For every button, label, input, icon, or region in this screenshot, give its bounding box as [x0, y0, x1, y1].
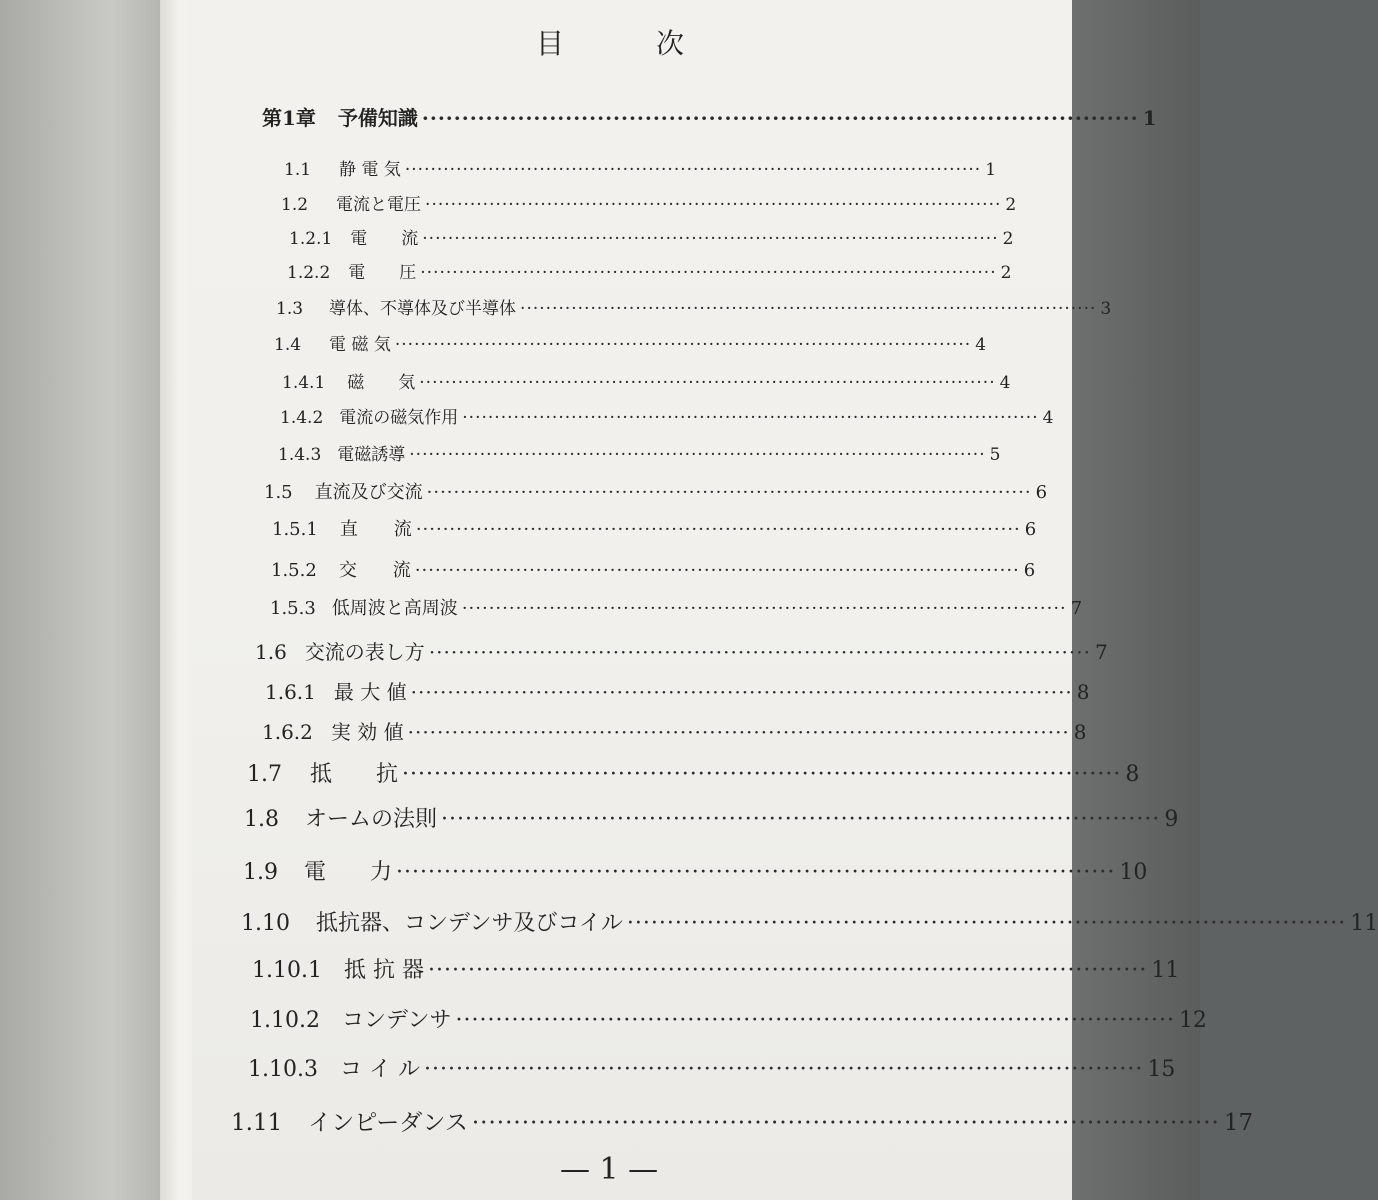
- toc-page-number: 10: [1119, 860, 1148, 885]
- dot-leader: ··························································································: [407, 720, 1070, 744]
- dot-leader: ··························································································: [428, 640, 1091, 664]
- dot-leader: ··························································································: [420, 263, 997, 283]
- dot-leader: ··························································································: [414, 560, 1020, 581]
- toc-number: 1.4: [274, 335, 302, 355]
- dot-leader: ··························································································: [425, 195, 1002, 215]
- toc-number: 1.10: [241, 911, 290, 936]
- dot-leader: ··························································································: [419, 373, 996, 393]
- toc-number: 1.11: [231, 1110, 283, 1136]
- toc-number: 1.9: [243, 860, 278, 885]
- toc-number: 1.3: [276, 299, 304, 319]
- toc-page-number: 8: [1073, 720, 1087, 744]
- toc-entry: [264, 478, 1048, 504]
- toc-number: 1.8: [244, 807, 279, 832]
- dot-leader: ··························································································: [409, 445, 986, 465]
- toc-label: 実 効 値: [330, 720, 404, 744]
- dot-leader: ··························································································: [427, 958, 1148, 983]
- toc-number: 1.5.2: [271, 560, 317, 581]
- toc-label: 抵 抗: [310, 762, 399, 787]
- toc-label: 電 磁 気: [329, 335, 391, 355]
- toc-entry: [289, 224, 1014, 249]
- toc-label: コンデンサ: [341, 1008, 452, 1033]
- toc-page-number: 8: [1125, 762, 1140, 787]
- toc-entry: [287, 258, 1012, 283]
- toc-entry: [274, 330, 987, 355]
- toc-entry: [272, 515, 1037, 541]
- toc-entry: [250, 1003, 1207, 1034]
- toc-page-number: 7: [1070, 598, 1083, 619]
- toc-title: [536, 22, 686, 62]
- toc-label: 電流と電圧: [336, 195, 422, 215]
- toc-entry: [262, 716, 1087, 745]
- dot-leader: ··························································································: [396, 860, 1116, 885]
- toc-number: 1.4.1: [282, 373, 326, 393]
- toc-entry: [231, 1104, 1254, 1137]
- toc-number: 1.6.1: [265, 680, 316, 704]
- toc-page-number: 5: [989, 445, 1001, 465]
- toc-page-number: 4: [1042, 408, 1054, 428]
- toc-page-number: 1: [1142, 106, 1157, 130]
- toc-page-number: 12: [1178, 1008, 1207, 1033]
- toc-entry: [278, 440, 1001, 465]
- toc-title-left: 目: [536, 27, 567, 60]
- toc-entry: [271, 556, 1036, 582]
- toc-page-number: 11: [1350, 911, 1378, 936]
- toc-entry: [280, 403, 1054, 428]
- toc-entry: [262, 102, 1157, 131]
- toc-label: 抵 抗 器: [343, 958, 424, 983]
- toc-label: 静 電 気: [339, 160, 401, 180]
- toc-label: コ イ ル: [339, 1057, 420, 1082]
- toc-label: 電磁誘導: [337, 445, 406, 465]
- toc-entry: [247, 757, 1140, 788]
- toc-entry: [284, 155, 997, 180]
- toc-label: 最 大 値: [333, 680, 407, 704]
- toc-number: 1.2: [281, 195, 309, 215]
- toc-label: 抵抗器、コンデンサ及びコイル: [315, 911, 623, 936]
- toc-page-number: 2: [1002, 229, 1014, 249]
- dot-leader: ··························································································: [415, 519, 1021, 540]
- toc-number: 1.10.1: [252, 958, 322, 983]
- toc-number: 1.6.2: [262, 720, 313, 744]
- toc-page-number: 4: [975, 335, 987, 355]
- toc-label: インピーダンス: [308, 1110, 468, 1136]
- toc-page-number: 6: [1023, 560, 1036, 581]
- toc-number: 1.10.2: [250, 1008, 320, 1033]
- toc-entry: [276, 294, 1112, 319]
- toc-entry: [270, 594, 1083, 620]
- toc-label: 電 流: [350, 229, 419, 249]
- dot-leader: ··························································································: [441, 807, 1161, 832]
- dot-leader: ··························································································: [626, 911, 1347, 936]
- toc-page-number: 7: [1094, 640, 1108, 664]
- dot-leader: ··························································································: [461, 598, 1067, 619]
- toc-number: 1.7: [247, 762, 282, 787]
- toc-number: 1.10.3: [248, 1057, 318, 1082]
- toc-entry: [265, 676, 1090, 705]
- dot-leader: ··························································································: [410, 680, 1073, 704]
- toc-title-right: 次: [655, 27, 686, 60]
- toc-number: 1.2.1: [289, 229, 333, 249]
- dot-leader: ··························································································: [402, 762, 1122, 787]
- toc-page-number: 2: [1005, 195, 1017, 215]
- toc-entry: [244, 802, 1179, 833]
- toc-label: 交流の表し方: [304, 640, 425, 664]
- toc-entry: [282, 368, 1011, 393]
- toc-page-number: 2: [1000, 263, 1012, 283]
- toc-entry: [243, 855, 1148, 886]
- toc-number: 1.2.2: [287, 263, 331, 283]
- toc-entry: [241, 906, 1378, 937]
- dot-leader: ··························································································: [404, 160, 982, 180]
- toc-label: 予備知識: [337, 106, 418, 130]
- toc-number: 1.5.3: [270, 598, 316, 619]
- toc-page-number: 6: [1035, 482, 1048, 503]
- toc-entry: [255, 636, 1108, 665]
- toc-page-number: 1: [985, 160, 997, 180]
- toc-number: 1.5: [264, 482, 293, 503]
- toc-label: 電流の磁気作用: [339, 408, 459, 428]
- toc-label: 交 流: [338, 560, 411, 581]
- toc-number: 1.6: [255, 640, 287, 664]
- dot-leader: ··························································································: [422, 229, 999, 249]
- toc-number: 1.4.3: [278, 445, 322, 465]
- left-page: [0, 0, 160, 1200]
- toc-page-number: 17: [1223, 1110, 1254, 1136]
- dot-leader: ··························································································: [520, 299, 1097, 319]
- toc-number: 1.4.2: [280, 408, 324, 428]
- toc-entry: [252, 953, 1180, 984]
- toc-page-number: 8: [1076, 680, 1090, 704]
- toc-number: 1.5.1: [272, 519, 318, 540]
- toc-label: オームの法則: [305, 807, 438, 832]
- toc-page-number: 11: [1151, 958, 1180, 983]
- toc-label: 電 圧: [348, 263, 417, 283]
- toc-entry: [248, 1052, 1176, 1083]
- toc-number: 第1章: [262, 106, 316, 130]
- toc-page-number: 4: [999, 373, 1011, 393]
- book-gutter: [160, 0, 192, 1200]
- toc-label: 導体、不導体及び半導体: [329, 299, 517, 319]
- toc-label: 直流及び交流: [314, 482, 423, 503]
- toc-label: 直 流: [339, 519, 412, 540]
- dot-leader: ··························································································: [423, 1057, 1144, 1082]
- toc-number: 1.1: [284, 160, 312, 180]
- dot-leader: ··························································································: [426, 482, 1032, 503]
- toc-page-number: 9: [1164, 807, 1179, 832]
- toc-entry: [281, 190, 1017, 215]
- dot-leader: ··························································································: [394, 335, 972, 355]
- dot-leader: ··························································································: [471, 1110, 1220, 1136]
- dot-leader: ··························································································: [421, 106, 1139, 130]
- dot-leader: ··························································································: [462, 408, 1039, 428]
- dot-leader: ··························································································: [455, 1008, 1175, 1033]
- toc-page-number: 3: [1100, 299, 1112, 319]
- page-number-footer: — 1 —: [560, 1152, 659, 1187]
- toc-label: 低周波と高周波: [331, 598, 458, 619]
- toc-page-number: 6: [1024, 519, 1037, 540]
- toc-label: 磁 気: [347, 373, 416, 393]
- toc-page-number: 15: [1147, 1057, 1176, 1082]
- toc-label: 電 力: [304, 860, 393, 885]
